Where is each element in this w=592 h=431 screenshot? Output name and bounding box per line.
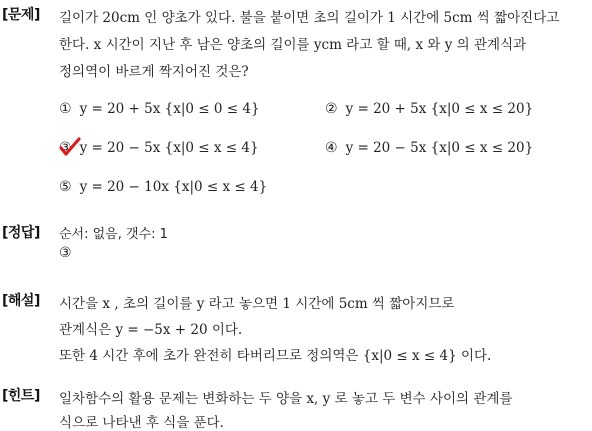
explanation-line-1: 시간을 x , 초의 길이를 y 라고 놓으면 1 시간에 5cm 씩 짧아지므로: [59, 296, 455, 312]
question-line-1: 길이가 20cm 인 양초가 있다. 불을 붙이면 초의 길이가 1 시간에 5cm 씩 짧아진다고: [59, 10, 560, 26]
explanation-line-2: 관계식은 y = −5x + 20 이다.: [59, 322, 243, 338]
choice-2[interactable]: [325, 101, 533, 117]
answer-value: ③: [59, 245, 72, 261]
choice-text: y = 20 − 10x {x|0 ≤ x ≤ 4}: [79, 179, 268, 195]
hint-line-2: 식으로 나타낸 후 식을 푼다.: [59, 415, 224, 431]
question-tag: [문제]: [2, 7, 40, 23]
choice-number: ⑤: [59, 179, 72, 195]
question-line-3: 정의역이 바르게 짝지어진 것은?: [59, 64, 249, 80]
answer-tag: [정답]: [2, 225, 40, 241]
choice-text: y = 20 − 5x {x|0 ≤ x ≤ 4}: [79, 140, 259, 156]
choice-1[interactable]: [59, 101, 260, 117]
hint-line-1: 일차함수의 활용 문제는 변화하는 두 양을 x, y 로 놓고 두 변수 사이의 관계를: [59, 391, 513, 407]
choice-number: ④: [325, 140, 338, 156]
explanation-line-3: 또한 4 시간 후에 초가 완전히 타버리므로 정의역은 {x|0 ≤ x ≤ 4} 이다.: [59, 348, 492, 364]
question-line-2: 한다. x 시간이 지난 후 남은 양초의 길이를 ycm 라고 할 때, x 와 y 의 관계식과: [59, 37, 527, 53]
choice-text: y = 20 − 5x {x|0 ≤ x ≤ 20}: [345, 140, 534, 156]
checkmark-icon: [58, 137, 82, 157]
choice-number: ③: [59, 140, 72, 156]
choice-text: y = 20 + 5x {x|0 ≤ 0 ≤ 4}: [79, 101, 260, 117]
choice-5[interactable]: [59, 179, 267, 195]
hint-tag: [힌트]: [2, 388, 40, 404]
answer-meta: 순서: 없음, 갯수: 1: [59, 227, 168, 242]
choice-4[interactable]: [325, 140, 533, 156]
choice-number: ①: [59, 101, 72, 117]
choice-3[interactable]: [59, 140, 259, 156]
explanation-tag: [해설]: [2, 293, 40, 309]
choice-number: ②: [325, 101, 338, 117]
choice-text: y = 20 + 5x {x|0 ≤ x ≤ 20}: [345, 101, 534, 117]
